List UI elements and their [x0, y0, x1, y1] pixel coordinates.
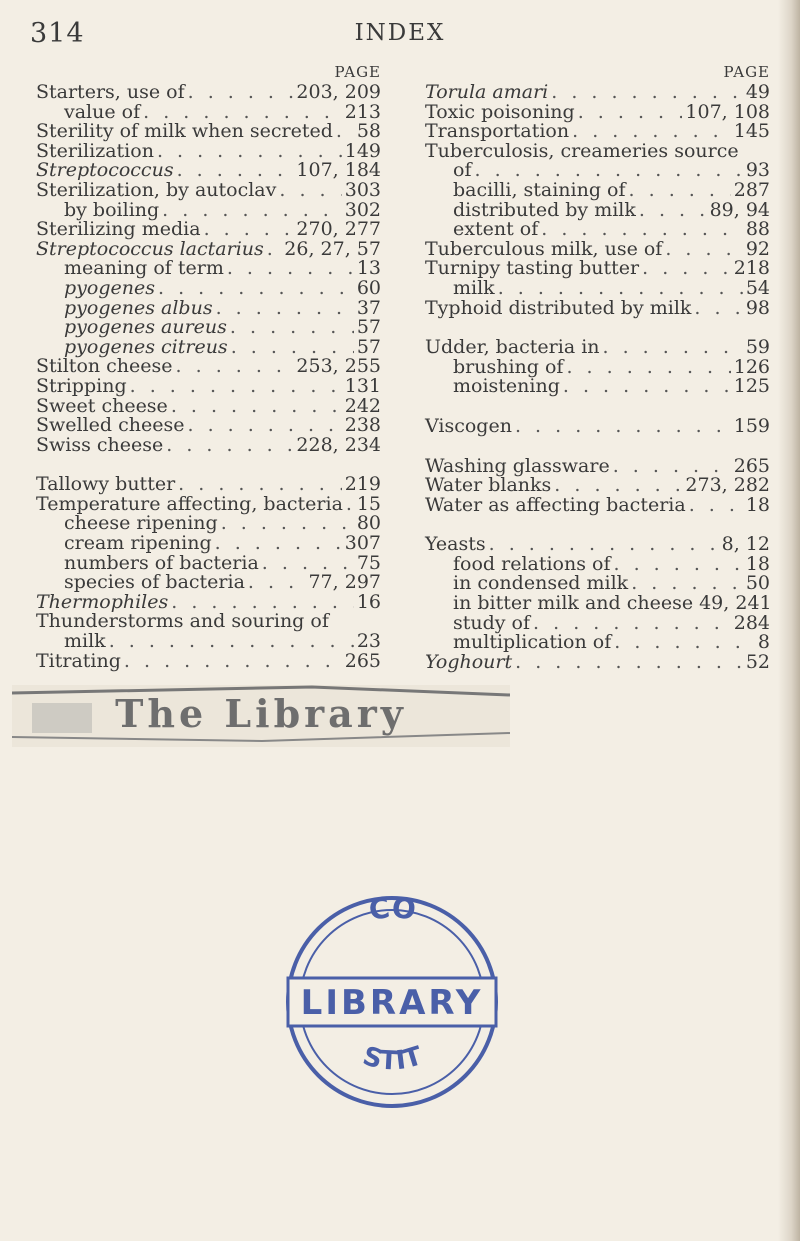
- index-entry: [36, 475, 381, 495]
- index-entry-pages: 57: [356, 316, 381, 339]
- index-entry-pages: 13: [356, 257, 381, 280]
- index-entry-pages: 16: [356, 590, 381, 613]
- index-entry-term: Stilton cheese: [36, 355, 173, 378]
- library-banner-image: [12, 685, 510, 747]
- index-entry: [36, 122, 381, 142]
- index-entry-term: Yeasts: [425, 533, 486, 556]
- index-entry-pages: 92: [745, 237, 770, 260]
- index-entry-term: milk: [453, 276, 495, 299]
- dot-leader: [187, 416, 341, 436]
- index-entry-pages: 93: [745, 159, 770, 182]
- index-entry: [425, 594, 770, 614]
- index-entry-pages: 253, 255: [296, 355, 381, 378]
- library-banner-text: The Library: [115, 691, 407, 736]
- index-entry-term: Water blanks: [425, 474, 552, 497]
- index-entry-term: Washing glassware: [425, 454, 610, 477]
- index-entry-pages: 60: [356, 276, 381, 299]
- index-entry: [36, 416, 381, 436]
- index-entry-term: in condensed milk: [453, 572, 629, 595]
- index-entry-term: Thunderstorms and souring of: [36, 610, 329, 633]
- index-entry-pages: 54: [745, 276, 770, 299]
- dot-leader: [130, 377, 342, 397]
- index-entry-term: brushing of: [453, 355, 564, 378]
- index-entry-pages: 52: [745, 650, 770, 673]
- index-entry-pages: 15: [356, 492, 381, 515]
- index-entry-pages: 273, 282: [685, 474, 770, 497]
- index-entry-term: meaning of term: [64, 257, 224, 280]
- index-entry-term: extent of: [453, 218, 539, 241]
- dot-leader: [689, 496, 743, 516]
- dot-leader: [248, 573, 306, 593]
- index-entry-term: bacilli, staining of: [453, 178, 626, 201]
- index-entry-pages: 98: [745, 296, 770, 319]
- index-entry: [425, 650, 770, 673]
- library-stamp: [270, 880, 515, 1120]
- index-column-left: [36, 63, 381, 671]
- dot-leader: [614, 633, 755, 653]
- dot-leader: [603, 338, 743, 358]
- index-entry-pages: 80: [356, 512, 381, 535]
- index-entry-term: cream ripening: [64, 532, 212, 555]
- index-entry: [36, 259, 381, 279]
- index-entry-term: pyogenes citreus: [64, 335, 228, 358]
- index-entry: [36, 649, 381, 672]
- index-entry-pages: 57: [356, 335, 381, 358]
- index-entry-pages: 18: [745, 552, 770, 575]
- index-entry-term: Sterility of milk when secreted: [36, 120, 333, 143]
- dot-leader: [346, 495, 354, 515]
- index-entry-term: Streptococcus: [36, 159, 174, 182]
- page-column-label: PAGE: [334, 63, 381, 81]
- index-entry: [36, 374, 381, 397]
- index-entry-pages: 265: [733, 454, 770, 477]
- index-entry: [36, 632, 381, 652]
- dot-leader: [279, 181, 341, 201]
- index-entry-pages: 302: [344, 198, 381, 221]
- svg-text:STIT: [359, 1041, 426, 1076]
- index-entry: [425, 178, 770, 201]
- index-entry-term: Sweet cheese: [36, 394, 168, 417]
- index-entry-term: Transportation: [425, 120, 570, 143]
- index-entry: [36, 220, 381, 240]
- index-entry: [425, 220, 770, 240]
- index-entry-pages: 26, 27, 57: [284, 237, 381, 260]
- index-entry-pages: 270, 277: [296, 218, 381, 241]
- dot-leader: [541, 220, 743, 240]
- stamp-arc-bottom: STIT: [359, 1041, 426, 1077]
- dot-leader: [204, 220, 294, 240]
- dot-leader: [515, 417, 731, 437]
- page-edge-shadow: [778, 0, 800, 1241]
- index-entry-pages: 75: [356, 551, 381, 574]
- index-entry-term: Udder, bacteria in: [425, 336, 600, 359]
- index-entry-pages: 50: [745, 572, 770, 595]
- dot-leader: [578, 103, 683, 123]
- index-entry-term: Titrating: [36, 649, 121, 672]
- index-entry-pages: 88: [745, 218, 770, 241]
- dot-leader: [515, 653, 743, 673]
- dot-leader: [158, 279, 354, 299]
- index-entry-pages: 18: [745, 493, 770, 516]
- page-title: INDEX: [354, 20, 446, 46]
- index-entry-term: Swelled cheese: [36, 414, 185, 437]
- index-entry-term: food relations of: [453, 552, 611, 575]
- dot-leader: [489, 535, 719, 555]
- stamp-label: LIBRARY: [300, 983, 484, 1023]
- dot-leader: [639, 201, 707, 221]
- index-entry: [36, 573, 381, 593]
- index-entry-term: Toxic poisoning: [425, 100, 575, 123]
- dot-leader: [563, 377, 731, 397]
- dot-leader: [109, 632, 354, 652]
- dot-leader: [188, 83, 294, 103]
- dot-leader: [267, 240, 282, 260]
- index-entry-term: Streptococcus lactarius: [36, 237, 264, 260]
- index-entry-pages: 203, 209: [296, 81, 381, 103]
- index-entry-term: multiplication of: [453, 631, 612, 654]
- dot-leader: [166, 436, 293, 456]
- index-entry: [425, 493, 770, 516]
- page-column-label: PAGE: [723, 63, 770, 81]
- dot-leader: [171, 397, 342, 417]
- index-entry-term: pyogenes albus: [64, 296, 213, 319]
- dot-leader: [665, 240, 742, 260]
- index-entry-term: distributed by milk: [453, 198, 636, 221]
- index-entry: [425, 377, 770, 397]
- index-entry-term: Yoghourt: [425, 650, 513, 673]
- index-entry-pages: 125: [733, 375, 770, 398]
- index-entry: [425, 338, 770, 358]
- index-entry-pages: 89, 94: [709, 198, 770, 221]
- index-entry-pages: 145: [733, 120, 770, 143]
- dot-leader: [642, 259, 731, 279]
- index-entry-term: Typhoid distributed by milk: [425, 296, 692, 319]
- index-entry-term: Sterilization, by autoclav: [36, 178, 277, 201]
- index-entry: [425, 259, 770, 279]
- dot-leader: [566, 358, 730, 378]
- dot-leader: [230, 318, 354, 338]
- index-entry-pages: 149: [344, 139, 381, 162]
- index-entry-pages: 159: [733, 414, 770, 437]
- index-entry-pages: 228, 234: [296, 433, 381, 456]
- index-entry-term: cheese ripening: [64, 512, 218, 535]
- index-entry-pages: 126: [733, 355, 770, 378]
- index-entry-pages: 23: [356, 630, 381, 653]
- index-entry-term: milk: [64, 630, 106, 653]
- index-column-right: [425, 63, 770, 672]
- index-entry: [425, 535, 770, 555]
- index-entry: [36, 357, 381, 377]
- index-entry-term: pyogenes aureus: [64, 316, 227, 339]
- index-entry-list: [425, 83, 770, 672]
- index-entry-pages: 77, 297: [308, 571, 381, 594]
- index-entry-pages: 238: [344, 414, 381, 437]
- index-entry-term: Turnipy tasting butter: [425, 257, 640, 280]
- index-entry: [425, 414, 770, 437]
- dot-leader: [176, 357, 294, 377]
- index-entry: [36, 178, 381, 201]
- index-entry-pages: 58: [356, 120, 381, 143]
- index-entry-term: Sterilizing media: [36, 218, 201, 241]
- index-entry: [36, 276, 381, 299]
- index-entry-term: study of: [453, 611, 531, 634]
- index-entry-term: Temperature affecting, bacteria: [36, 492, 343, 515]
- index-entry-pages: 242: [344, 394, 381, 417]
- index-entry-term: species of bacteria: [64, 571, 245, 594]
- index-entry-term: of: [453, 159, 472, 182]
- index-entry-term: Swiss cheese: [36, 433, 164, 456]
- index-entry-pages: 303: [344, 178, 381, 201]
- index-entry-term: Viscogen: [425, 414, 512, 437]
- index-entry: [36, 83, 381, 103]
- index-entry-term: numbers of bacteria: [64, 551, 259, 574]
- index-entry-pages: 265: [344, 649, 381, 672]
- dot-leader: [178, 475, 342, 495]
- index-entry-pages: 284: [733, 611, 770, 634]
- index-entry-pages: 49: [745, 81, 770, 103]
- index-entry: [425, 83, 770, 103]
- index-entry-pages: 59: [745, 336, 770, 359]
- index-entry-term: in bitter milk and cheese: [453, 592, 694, 615]
- index-entry: [425, 139, 770, 162]
- index-entry-pages: 131: [344, 374, 381, 397]
- index-entry-pages: 219: [344, 473, 381, 496]
- dot-leader: [572, 122, 731, 142]
- index-entry-term: Water as affecting bacteria: [425, 493, 686, 516]
- dot-leader: [221, 514, 354, 534]
- index-entry-term: by boiling: [64, 198, 160, 221]
- dot-leader: [554, 476, 682, 496]
- index-entry-term: pyogenes: [64, 276, 155, 299]
- index-entry-pages: 107, 184: [296, 159, 381, 182]
- index-entry-pages: 49, 241: [699, 592, 772, 615]
- dot-leader: [629, 181, 731, 201]
- dot-leader: [216, 299, 354, 319]
- index-entry-term: Starters, use of: [36, 81, 185, 103]
- index-entry: [425, 276, 770, 299]
- dot-leader: [694, 299, 742, 319]
- index-entry-pages: 218: [733, 257, 770, 280]
- index-entry-pages: 287: [733, 178, 770, 201]
- index-entry-term: Tallowy butter: [36, 473, 176, 496]
- dot-leader: [124, 652, 342, 672]
- page-number: 314: [30, 18, 85, 49]
- index-entry: [425, 633, 770, 653]
- index-entry-pages: 8, 12: [721, 533, 770, 556]
- index-entry-term: Thermophiles: [36, 590, 169, 613]
- index-entry: [425, 296, 770, 319]
- index-entry-term: Torula amari: [425, 81, 549, 103]
- index-entry-list: [36, 83, 381, 671]
- index-entry-term: Tuberculous milk, use of: [425, 237, 663, 260]
- index-entry: [36, 318, 381, 338]
- index-entry-pages: 213: [344, 100, 381, 123]
- index-entry-term: Sterilization: [36, 139, 154, 162]
- index-entry: [36, 534, 381, 554]
- index-entry: [425, 476, 770, 496]
- index-entry-term: Stripping: [36, 374, 127, 397]
- dot-leader: [227, 259, 354, 279]
- stamp-arc-top: CO: [366, 890, 418, 927]
- dot-leader: [336, 122, 354, 142]
- index-entry-term: Tuberculosis, creameries source: [425, 139, 739, 162]
- dot-leader: [551, 83, 743, 103]
- index-entry: [36, 433, 381, 456]
- index-entry-term: moistening: [453, 375, 560, 398]
- dot-leader: [614, 555, 743, 575]
- index-entry-pages: 37: [356, 296, 381, 319]
- index-entry-pages: 107, 108: [685, 100, 770, 123]
- index-entry-pages: 307: [344, 532, 381, 555]
- dot-leader: [215, 534, 342, 554]
- index-entry-pages: 8: [757, 631, 770, 654]
- index-entry-term: value of: [64, 100, 141, 123]
- dot-leader: [498, 279, 743, 299]
- index-entry: [425, 122, 770, 142]
